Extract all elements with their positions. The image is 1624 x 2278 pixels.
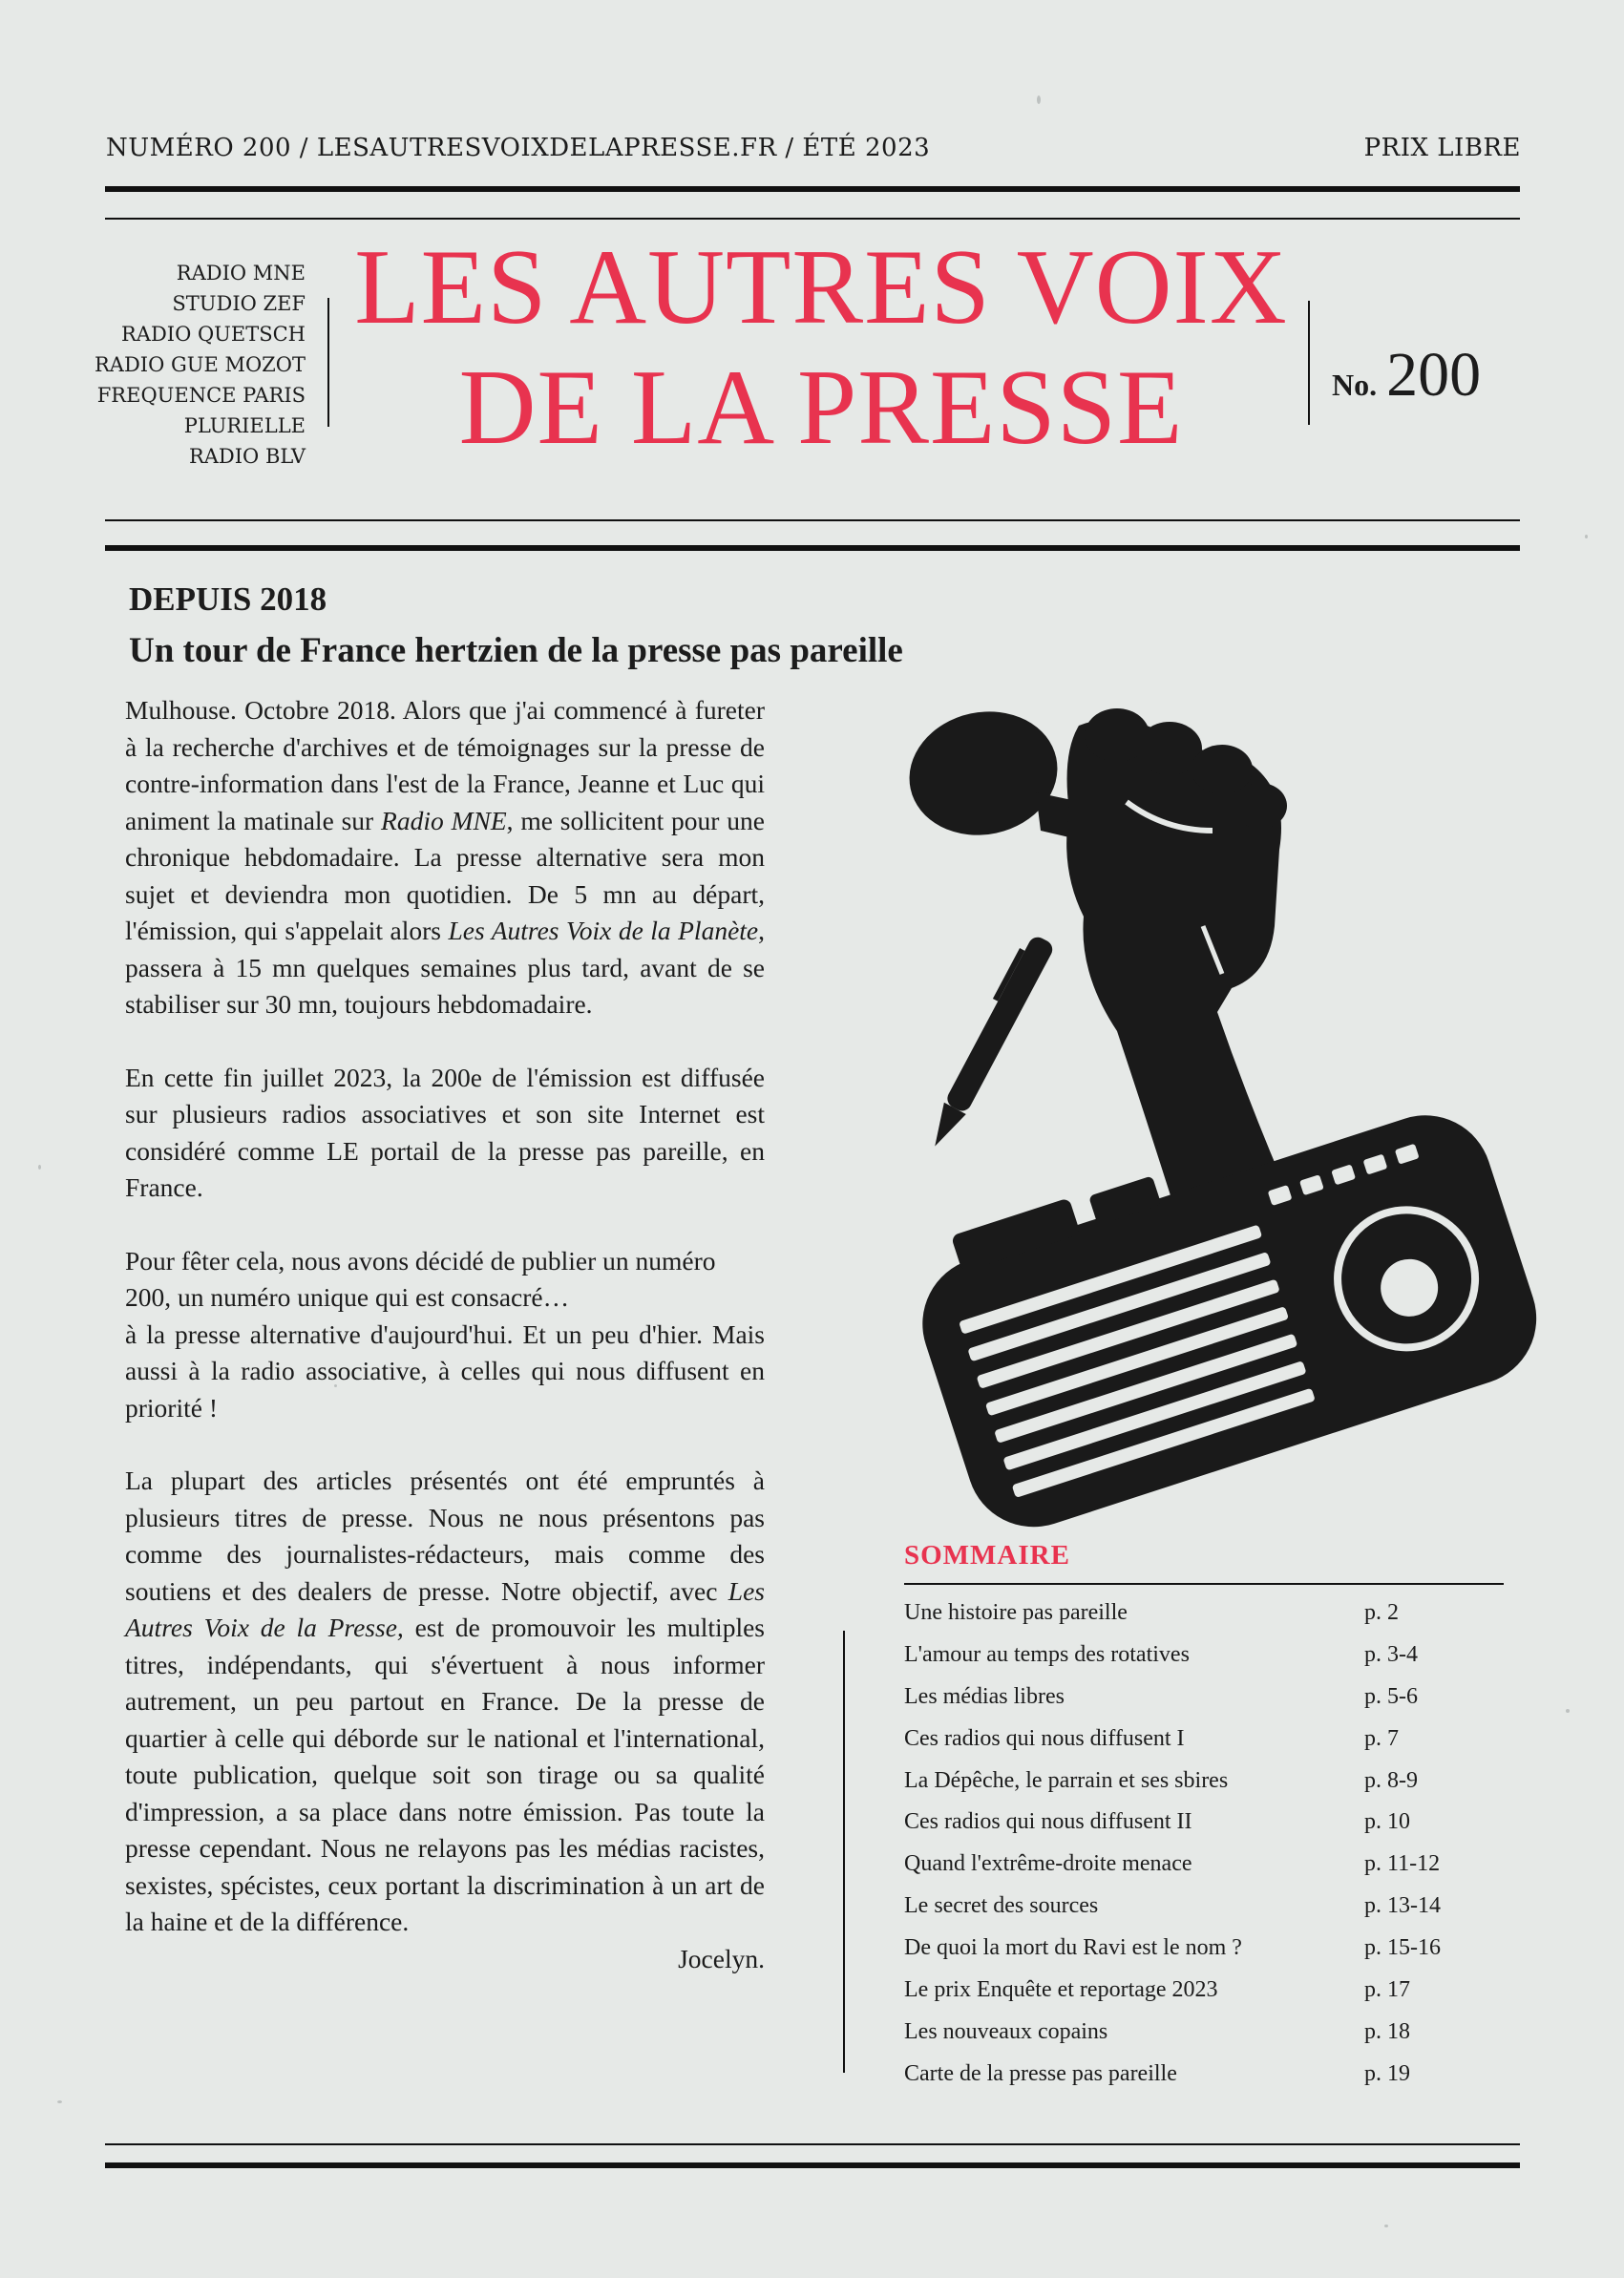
- toc-item-page: p. 19: [1364, 2060, 1410, 2086]
- sommaire-rule: [904, 1583, 1504, 1585]
- toc-item-title: La Dépêche, le parrain et ses sbires: [904, 1767, 1229, 1793]
- issue-divider: [1308, 301, 1310, 425]
- toc-item-title: Une histoire pas pareille: [904, 1600, 1128, 1625]
- masthead-line2: DE LA PRESSE: [458, 348, 1184, 467]
- edition-line: NUMÉRO 200 / LESAUTRESVOIXDELAPRESSE.FR / ÉTÉ 2023: [106, 134, 931, 162]
- article-paragraph: [125, 1243, 765, 1427]
- toc-item-page: p. 8-9: [1364, 1767, 1418, 1793]
- toc-item[interactable]: [904, 2061, 1487, 2103]
- toc-item-title: De quoi la mort du Ravi est le nom ?: [904, 1935, 1242, 1961]
- sommaire-divider: [843, 1631, 845, 2073]
- article-paragraph: [125, 692, 765, 1023]
- toc-item-page: p. 11-12: [1364, 1851, 1441, 1877]
- article-publication-name: Les Autres Voix de la Presse,: [125, 1575, 765, 1642]
- table-of-contents: [904, 1600, 1487, 2103]
- toc-item[interactable]: [904, 1893, 1487, 1935]
- radio-name: RADIO QUETSCH: [120, 323, 306, 346]
- masthead-rule-top-thin: [105, 218, 1520, 220]
- toc-item-title: Ces radios qui nous diffusent I: [904, 1725, 1185, 1751]
- sommaire-title: SOMMAIRE: [904, 1540, 1070, 1571]
- toc-item[interactable]: [904, 1726, 1487, 1768]
- toc-item[interactable]: [904, 1809, 1487, 1851]
- paper-speck: [1585, 535, 1588, 538]
- footer-rule-thin: [105, 2143, 1520, 2145]
- toc-item-title: Quand l'extrême-droite menace: [904, 1851, 1192, 1877]
- paper-speck: [38, 1165, 41, 1170]
- toc-item-title: Le secret des sources: [904, 1893, 1099, 1919]
- price-label: PRIX LIBRE: [1363, 134, 1521, 162]
- toc-item-page: p. 17: [1364, 1977, 1410, 2003]
- toc-item[interactable]: [904, 1851, 1487, 1893]
- radio-name: RADIO GUE MOZOT: [94, 353, 306, 376]
- article-paragraph: [125, 1463, 765, 1941]
- issue-number: [1332, 339, 1481, 411]
- toc-item-title: Carte de la presse pas pareille: [904, 2060, 1177, 2086]
- toc-item[interactable]: [904, 1768, 1487, 1810]
- masthead-rule-bottom-thick: [105, 545, 1520, 551]
- paper-speck: [1566, 1709, 1570, 1713]
- toc-item[interactable]: [904, 2019, 1487, 2061]
- toc-item-title: L'amour au temps des rotatives: [904, 1641, 1190, 1667]
- toc-item-page: p. 18: [1364, 2018, 1410, 2044]
- masthead-rule-bottom-thin: [105, 519, 1520, 521]
- toc-item-page: p. 2: [1364, 1600, 1399, 1625]
- toc-item-title: Ces radios qui nous diffusent II: [904, 1809, 1192, 1835]
- toc-item[interactable]: [904, 1977, 1487, 2019]
- radio-list: [76, 258, 306, 472]
- toc-item-page: p. 13-14: [1364, 1893, 1441, 1919]
- toc-item-page: p. 15-16: [1364, 1935, 1441, 1961]
- radio-name: FREQUENCE PARIS: [96, 384, 306, 407]
- toc-item-title: Le prix Enquête et reportage 2023: [904, 1977, 1218, 2003]
- toc-item-page: p. 10: [1364, 1809, 1410, 1835]
- toc-item-title: Les médias libres: [904, 1683, 1065, 1709]
- radio-list-divider: [327, 298, 329, 427]
- toc-item[interactable]: [904, 1642, 1487, 1684]
- toc-item-title: Les nouveaux copains: [904, 2018, 1108, 2044]
- radio-name: RADIO BLV: [188, 445, 306, 468]
- article-paragraph: En cette fin juillet 2023, la 200e de l'émission est diffusée sur plusieurs radios associatives et son site Internet est considéré comme LE portail de la presse pas pareille, en France.: [125, 1062, 765, 1202]
- article-body: [125, 692, 765, 1977]
- toc-item[interactable]: [904, 1684, 1487, 1726]
- masthead-rule-top-thick: [105, 186, 1520, 192]
- article-text: Mulhouse. Octobre 2018. Alors que j'ai commencé à fureter à la recherche d'archives et de témoignages sur la presse de contre-information dans l'est de la France, Jeanne et Luc qui animent la matinale sur: [125, 695, 765, 835]
- article-text: est de promouvoir les multiples titres, indépendants, qui s'évertuent à nous informer autrement, un peu partout en France. De la presse de quartier à celle qui déborde sur le national et l'international, toute publication, quelque soit son tirage ou sa qualité d'impression, a sa place dans notre émission. Pas toute la presse cependant. Nous ne relayons pas les médias racistes, sexistes, spécistes, ceux portant la discrimination à un art de la haine et de la différence.: [125, 1613, 765, 1936]
- radio-name: RADIO MNE: [176, 262, 306, 285]
- radio-name: PLURIELLE: [183, 414, 306, 437]
- article-text: Pour fêter cela, nous avons décidé de publier un numéro 200, un numéro unique qui est consacré…: [125, 1245, 716, 1312]
- article-text: , me sollicitent pour une chronique hebdomadaire. La presse alternative sera mon sujet et deviendra mon quotidien. De 5 mn au départ, l'émission, qui s'appelait alors: [125, 805, 765, 945]
- article-text: à la presse alternative d'aujourd'hui. Et un peu d'hier. Mais aussi à la radio associative, à celles qui nous diffusent en priorité !: [125, 1318, 765, 1423]
- fist-microphone-radio-pen-icon: [840, 687, 1547, 1528]
- masthead-title: [344, 227, 1298, 468]
- issue-number-value: 200: [1386, 340, 1482, 410]
- article-signature: Jocelyn.: [678, 1943, 765, 1973]
- issue-number-label: No.: [1332, 368, 1378, 402]
- article-text: La plupart des articles présentés ont été empruntés à plusieurs titres de presse. Nous ne nous présentons pas comme des journalistes-rédacteurs, mais comme des soutiens et des dealers de presse. Notre objectif, avec: [125, 1466, 765, 1606]
- article-show-name: Les Autres Voix de la Planète: [448, 916, 759, 945]
- article-radio-name: Radio MNE: [381, 805, 507, 835]
- article-headline: Un tour de France hertzien de la presse pas pareille: [129, 631, 903, 670]
- footer-rule-thick: [105, 2162, 1520, 2168]
- article-kicker: DEPUIS 2018: [129, 580, 327, 618]
- toc-item-page: p. 3-4: [1364, 1641, 1418, 1667]
- masthead-line1: LES AUTRES VOIX: [354, 228, 1288, 347]
- paper-speck: [1384, 2225, 1388, 2227]
- article-text: , passera à 15 mn quelques semaines plus tard, avant de se stabiliser sur 30 mn, toujours hebdomadaire.: [125, 916, 766, 1019]
- toc-item[interactable]: [904, 1600, 1487, 1642]
- toc-item-page: p. 5-6: [1364, 1683, 1418, 1709]
- toc-item[interactable]: [904, 1935, 1487, 1977]
- paper-speck: [57, 2100, 62, 2103]
- toc-item-page: p. 7: [1364, 1725, 1399, 1751]
- paper-speck: [1037, 95, 1041, 104]
- radio-name: STUDIO ZEF: [172, 292, 306, 315]
